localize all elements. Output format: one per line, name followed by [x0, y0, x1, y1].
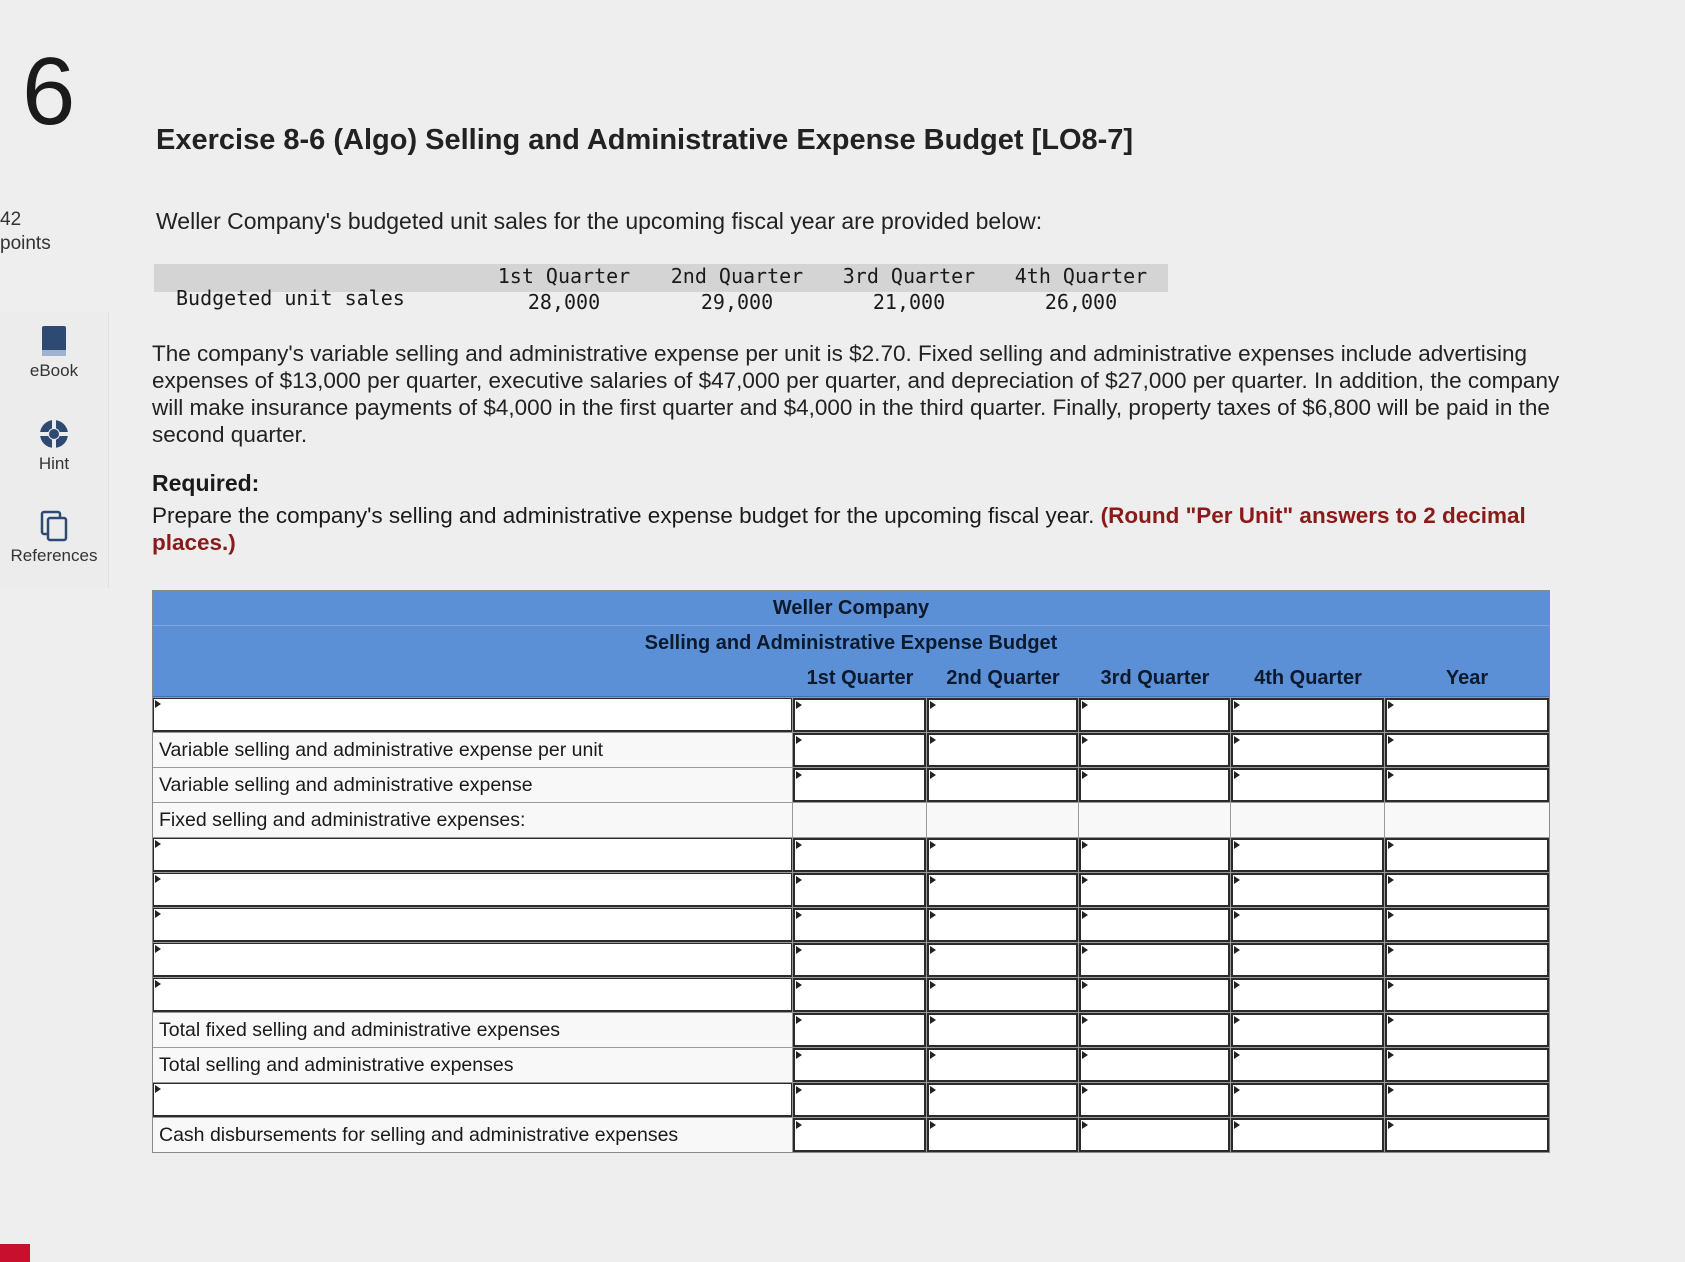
input-cell[interactable] — [1231, 768, 1385, 802]
budget-row-fixed-item — [153, 942, 1549, 977]
input-cell[interactable] — [1079, 943, 1231, 977]
empty-cell — [927, 803, 1079, 837]
input-cell[interactable] — [1385, 1083, 1549, 1117]
input-cell[interactable] — [1231, 733, 1385, 767]
cell-input[interactable] — [927, 873, 1078, 907]
cell-input[interactable] — [1231, 768, 1384, 802]
cell-input[interactable] — [927, 978, 1078, 1012]
cell-input[interactable] — [1385, 1118, 1549, 1152]
cell-input[interactable] — [1079, 908, 1230, 942]
input-cell[interactable] — [793, 978, 927, 1012]
budget-row-var-expense — [153, 767, 1549, 802]
budget-row-units — [153, 697, 1549, 732]
budgeted-unit-sales-table — [154, 264, 1168, 322]
cell-input[interactable] — [1231, 698, 1384, 732]
row-label-input[interactable] — [153, 873, 793, 907]
sales-row-label: Budgeted unit sales — [176, 286, 405, 310]
input-cell[interactable] — [1385, 768, 1549, 802]
cell-input[interactable] — [1079, 733, 1230, 767]
input-cell[interactable] — [793, 733, 927, 767]
cell-input[interactable] — [793, 1118, 926, 1152]
row-label: Variable selling and administrative expense per unit — [153, 733, 793, 767]
cell-input[interactable] — [927, 1118, 1078, 1152]
cell-input[interactable] — [1079, 1013, 1230, 1047]
row-label: Total fixed selling and administrative expenses — [153, 1013, 793, 1047]
budget-row-fixed-item — [153, 837, 1549, 872]
input-cell[interactable] — [927, 1013, 1079, 1047]
cell-input[interactable] — [1385, 1083, 1549, 1117]
input-cell[interactable] — [1231, 978, 1385, 1012]
input-cell[interactable] — [927, 978, 1079, 1012]
budget-row-fixed-item — [153, 907, 1549, 942]
input-cell[interactable] — [1231, 1048, 1385, 1082]
input-cell[interactable] — [1079, 768, 1231, 802]
cell-input[interactable] — [927, 838, 1078, 872]
cell-input[interactable] — [1385, 1013, 1549, 1047]
cell-input[interactable] — [793, 733, 926, 767]
cell-input[interactable] — [793, 768, 926, 802]
label-dropdown[interactable] — [153, 943, 792, 977]
input-cell[interactable] — [1385, 1013, 1549, 1047]
cell-input[interactable] — [927, 1083, 1078, 1117]
input-cell[interactable] — [793, 1083, 927, 1117]
input-cell[interactable] — [1079, 733, 1231, 767]
ebook-icon — [40, 325, 68, 357]
row-label-input[interactable] — [153, 838, 793, 872]
input-cell[interactable] — [793, 838, 927, 872]
input-cell[interactable] — [1231, 838, 1385, 872]
input-cell[interactable] — [1385, 838, 1549, 872]
column-header-q4: 4th Quarter — [1254, 667, 1362, 689]
empty-cell — [1079, 803, 1231, 837]
input-cell[interactable] — [793, 1048, 927, 1082]
budget-company: Weller Company — [772, 597, 930, 619]
input-cell[interactable] — [1079, 698, 1231, 732]
budget-row-noncash — [153, 1082, 1549, 1117]
sales-value-q3: 21,000 — [872, 290, 946, 314]
label-dropdown[interactable] — [153, 873, 792, 907]
label-dropdown[interactable] — [153, 1083, 792, 1117]
cell-input[interactable] — [1079, 768, 1230, 802]
input-cell[interactable] — [927, 1083, 1079, 1117]
budget-row-cash — [153, 1117, 1549, 1152]
cell-input[interactable] — [1079, 943, 1230, 977]
question-number: 6 — [22, 38, 76, 145]
input-cell[interactable] — [793, 1013, 927, 1047]
label-dropdown[interactable] — [153, 978, 792, 1012]
input-cell[interactable] — [1231, 908, 1385, 942]
input-cell[interactable] — [1385, 873, 1549, 907]
cell-input[interactable] — [793, 873, 926, 907]
cell-input[interactable] — [1231, 908, 1384, 942]
label-dropdown[interactable] — [153, 698, 792, 732]
cell-input[interactable] — [1385, 873, 1549, 907]
column-header-blank — [153, 660, 793, 696]
input-cell[interactable] — [793, 908, 927, 942]
required-text — [152, 502, 1582, 556]
cell-input[interactable] — [793, 908, 926, 942]
empty-cell — [1385, 803, 1549, 837]
cell-input[interactable] — [1079, 1083, 1230, 1117]
row-label: Variable selling and administrative expense — [153, 768, 793, 802]
input-cell[interactable] — [1079, 838, 1231, 872]
ebook-label: eBook — [29, 361, 79, 380]
budget-row-total-fixed — [153, 1012, 1549, 1047]
sales-value-q2: 29,000 — [700, 290, 774, 314]
input-cell[interactable] — [1385, 943, 1549, 977]
budget-row-fixed-item — [153, 872, 1549, 907]
input-cell[interactable] — [1385, 733, 1549, 767]
input-cell[interactable] — [1385, 1048, 1549, 1082]
input-cell[interactable] — [793, 698, 927, 732]
cell-input[interactable] — [1079, 838, 1230, 872]
hint-label: Hint — [38, 454, 70, 473]
budget-row-total — [153, 1047, 1549, 1082]
empty-cell — [1231, 803, 1385, 837]
column-header-year: Year — [1445, 667, 1489, 689]
references-label: References — [10, 546, 98, 565]
cell-input[interactable] — [1231, 943, 1384, 977]
cell-input[interactable] — [1079, 1048, 1230, 1082]
cell-input[interactable] — [1385, 768, 1549, 802]
input-cell[interactable] — [927, 1118, 1079, 1152]
budget-row-var-per-unit — [153, 732, 1549, 767]
cell-input[interactable] — [1231, 1118, 1384, 1152]
cell-input[interactable] — [1231, 838, 1384, 872]
cell-input[interactable] — [793, 943, 926, 977]
sales-header-q2: 2nd Quarter — [670, 264, 804, 288]
column-header-q3: 3rd Quarter — [1100, 667, 1210, 689]
cell-input[interactable] — [1385, 1048, 1549, 1082]
cell-input[interactable] — [793, 698, 926, 732]
cell-input[interactable] — [793, 1083, 926, 1117]
empty-cell — [793, 803, 927, 837]
expense-budget-table — [152, 590, 1550, 1153]
input-cell[interactable] — [1079, 1048, 1231, 1082]
input-cell[interactable] — [1385, 978, 1549, 1012]
input-cell[interactable] — [1079, 1118, 1231, 1152]
input-cell[interactable] — [1231, 1118, 1385, 1152]
cell-input[interactable] — [1385, 943, 1549, 977]
budget-row-fixed-item — [153, 977, 1549, 1012]
row-label-input[interactable] — [153, 978, 793, 1012]
column-header-q1: 1st Quarter — [806, 667, 914, 689]
row-label: Fixed selling and administrative expenses: — [153, 803, 793, 837]
cell-input[interactable] — [927, 698, 1078, 732]
column-header-q2: 2nd Quarter — [946, 667, 1060, 689]
cell-input[interactable] — [927, 768, 1078, 802]
cell-input[interactable] — [1079, 978, 1230, 1012]
row-label-input[interactable] — [153, 908, 793, 942]
exercise-title: Exercise 8-6 (Algo) Selling and Administrative Expense Budget [LO8-7] — [156, 124, 1134, 156]
input-cell[interactable] — [1231, 1083, 1385, 1117]
input-cell[interactable] — [1079, 908, 1231, 942]
input-cell[interactable] — [1079, 873, 1231, 907]
input-cell[interactable] — [927, 1048, 1079, 1082]
row-label: Cash disbursements for selling and administrative expenses — [153, 1118, 793, 1152]
input-cell[interactable] — [793, 943, 927, 977]
cell-input[interactable] — [793, 1013, 926, 1047]
cell-input[interactable] — [1385, 698, 1549, 732]
input-cell[interactable] — [793, 873, 927, 907]
sales-header-q1: 1st Quarter — [497, 264, 631, 288]
cell-input[interactable] — [1079, 1118, 1230, 1152]
input-cell[interactable] — [1079, 978, 1231, 1012]
budget-title: Selling and Administrative Expense Budget — [153, 625, 1549, 660]
row-label: Total selling and administrative expenses — [153, 1048, 793, 1082]
budget-header — [153, 591, 1549, 697]
input-cell[interactable] — [1231, 698, 1385, 732]
input-cell[interactable] — [927, 838, 1079, 872]
label-dropdown[interactable] — [153, 838, 792, 872]
input-cell[interactable] — [927, 873, 1079, 907]
sales-value-q4: 26,000 — [1044, 290, 1118, 314]
cell-input[interactable] — [1079, 873, 1230, 907]
row-label-input[interactable] — [153, 1083, 793, 1117]
problem-paragraph: The company's variable selling and administrative expense per unit is $2.70. Fixed selling and administrative expenses include advertising expenses of $13,000 per quarter, executive salaries of $47,000 per quarter, and depreciation of $27,000 per quarter. In addition, the company will make insurance payments of $4,000 in the first quarter and $4,000 in the third quarter. Finally, property taxes of $6,800 will be paid in the second quarter. — [152, 341, 1560, 447]
input-cell[interactable] — [1231, 1013, 1385, 1047]
points-display — [0, 208, 51, 256]
points-value: 42 — [0, 209, 22, 230]
input-cell[interactable] — [927, 943, 1079, 977]
input-cell[interactable] — [927, 698, 1079, 732]
row-label-input[interactable] — [153, 943, 793, 977]
cell-input[interactable] — [793, 838, 926, 872]
intro-text: Weller Company's budgeted unit sales for the upcoming fiscal year are provided below: — [156, 208, 1043, 234]
points-label: points — [0, 233, 51, 254]
cell-input[interactable] — [1079, 698, 1230, 732]
cell-input[interactable] — [1231, 1048, 1384, 1082]
label-dropdown[interactable] — [153, 908, 792, 942]
hint-icon — [38, 418, 70, 450]
input-cell[interactable] — [927, 733, 1079, 767]
cell-input[interactable] — [927, 1013, 1078, 1047]
cell-input[interactable] — [927, 908, 1078, 942]
required-instruction: Prepare the company's selling and administrative expense budget for the upcoming fiscal year. — [152, 503, 1095, 528]
input-cell[interactable] — [793, 768, 927, 802]
cell-input[interactable] — [927, 1048, 1078, 1082]
cell-input[interactable] — [927, 943, 1078, 977]
cell-input[interactable] — [1385, 978, 1549, 1012]
input-cell[interactable] — [1079, 1083, 1231, 1117]
row-label-input[interactable] — [153, 698, 793, 732]
cell-input[interactable] — [1231, 978, 1384, 1012]
cell-input[interactable] — [793, 1048, 926, 1082]
sales-header-q3: 3rd Quarter — [842, 264, 976, 288]
cell-input[interactable] — [1231, 1013, 1384, 1047]
input-cell[interactable] — [927, 768, 1079, 802]
input-cell[interactable] — [1385, 1118, 1549, 1152]
references-button[interactable] — [0, 510, 108, 566]
input-cell[interactable] — [1079, 1013, 1231, 1047]
budget-column-headers — [153, 660, 1549, 696]
cell-input[interactable] — [793, 978, 926, 1012]
rounding-note: (Round "Per Unit" answers to 2 decimal places.) — [152, 503, 1526, 555]
ebook-button[interactable] — [0, 325, 108, 381]
cell-input[interactable] — [1231, 1083, 1384, 1117]
cell-input[interactable] — [1385, 733, 1549, 767]
cell-input[interactable] — [1385, 838, 1549, 872]
input-cell[interactable] — [927, 908, 1079, 942]
cell-input[interactable] — [927, 733, 1078, 767]
input-cell[interactable] — [1385, 698, 1549, 732]
cell-input[interactable] — [1231, 873, 1384, 907]
references-icon — [39, 510, 69, 542]
input-cell[interactable] — [1231, 873, 1385, 907]
red-tab[interactable] — [0, 1244, 30, 1262]
input-cell[interactable] — [1385, 908, 1549, 942]
input-cell[interactable] — [793, 1118, 927, 1152]
required-heading: Required: — [152, 470, 260, 496]
budget-row-fixed-heading — [153, 802, 1549, 837]
cell-input[interactable] — [1231, 733, 1384, 767]
input-cell[interactable] — [1231, 943, 1385, 977]
sales-header-q4: 4th Quarter — [1014, 264, 1148, 288]
cell-input[interactable] — [1385, 908, 1549, 942]
sales-value-q1: 28,000 — [527, 290, 601, 314]
hint-button[interactable] — [0, 418, 108, 474]
